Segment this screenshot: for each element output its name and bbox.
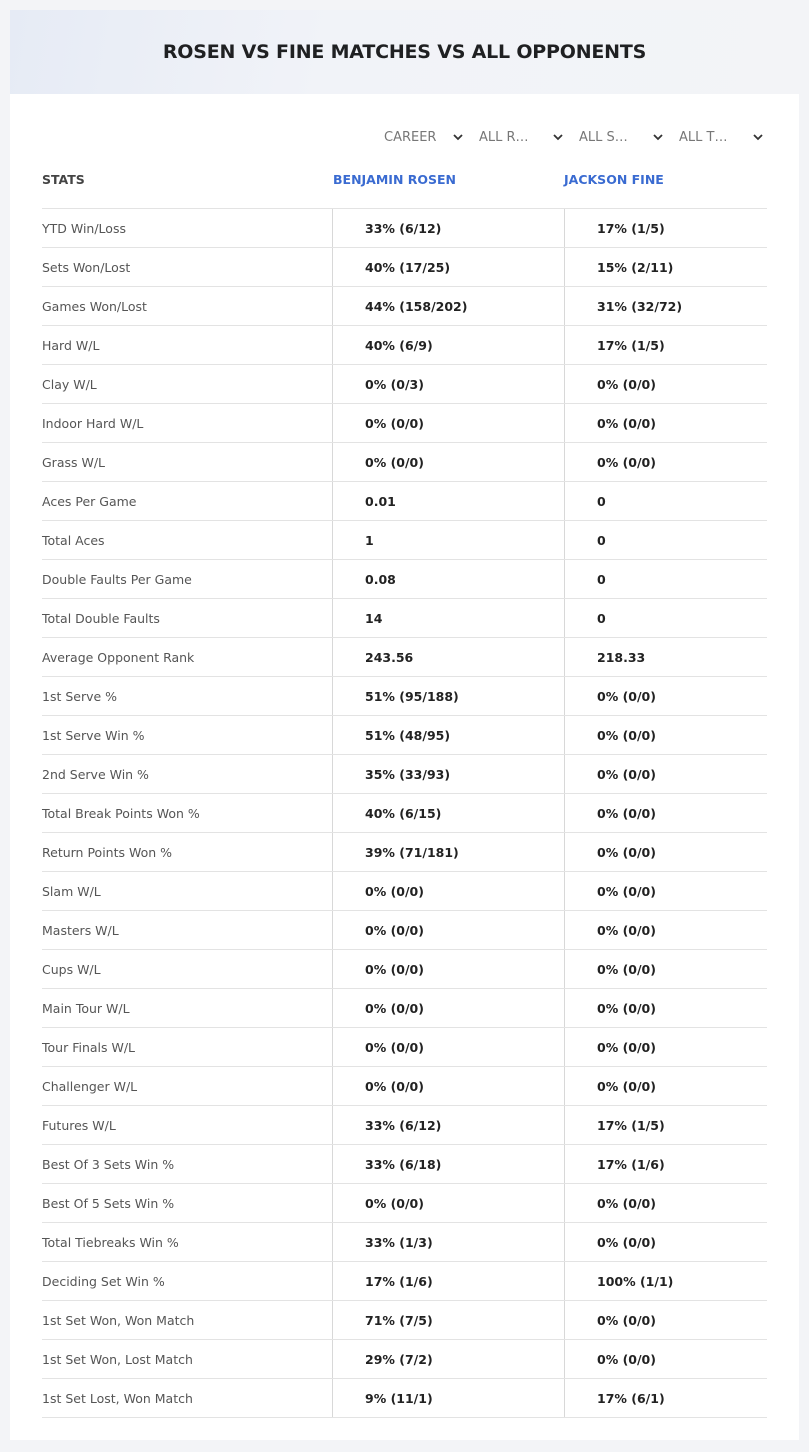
card-header — [10, 10, 799, 94]
table-row — [42, 247, 767, 286]
stat-label: Slam W/L — [42, 883, 101, 899]
stat-label: Total Tiebreaks Win % — [42, 1234, 179, 1250]
table-row — [42, 715, 767, 754]
table-row — [42, 1222, 767, 1261]
table-row — [42, 637, 767, 676]
player1-value: 0% (0/0) — [332, 443, 563, 481]
player2-value: 0% (0/0) — [564, 443, 767, 481]
player1-value: 9% (11/1) — [332, 1379, 563, 1417]
player2-value: 0 — [564, 560, 767, 598]
filter-surface-select[interactable] — [579, 124, 664, 150]
stat-label: 2nd Serve Win % — [42, 766, 149, 782]
stat-label: Total Break Points Won % — [42, 805, 200, 821]
stat-label: Indoor Hard W/L — [42, 415, 144, 431]
player1-value: 44% (158/202) — [332, 287, 563, 325]
table-row — [42, 442, 767, 481]
column-header-player2[interactable]: JACKSON FINE — [564, 172, 664, 187]
player2-value: 0% (0/0) — [564, 1028, 767, 1066]
filter-surface-label: ALL S… — [579, 129, 628, 145]
table-row — [42, 1339, 767, 1378]
table-header — [42, 170, 767, 208]
table-row — [42, 1378, 767, 1418]
table-row — [42, 481, 767, 520]
stats-card — [10, 10, 799, 1440]
player1-value: 71% (7/5) — [332, 1301, 563, 1339]
stat-label: Aces Per Game — [42, 493, 137, 509]
chevron-down-icon — [452, 131, 464, 143]
chevron-down-icon — [752, 131, 764, 143]
player2-value: 17% (1/6) — [564, 1145, 767, 1183]
player1-value: 0% (0/0) — [332, 950, 563, 988]
player1-value: 40% (6/15) — [332, 794, 563, 832]
table-row — [42, 286, 767, 325]
player2-value: 0% (0/0) — [564, 911, 767, 949]
player1-value: 51% (48/95) — [332, 716, 563, 754]
filter-round-select[interactable] — [479, 124, 564, 150]
player2-value: 17% (1/5) — [564, 1106, 767, 1144]
player1-value: 0.01 — [332, 482, 563, 520]
table-row — [42, 871, 767, 910]
stat-label: Best Of 5 Sets Win % — [42, 1195, 175, 1211]
table-row — [42, 559, 767, 598]
filter-tournament-label: ALL T… — [679, 129, 728, 145]
column-header-player1[interactable]: BENJAMIN ROSEN — [333, 172, 457, 187]
player2-value: 0% (0/0) — [564, 872, 767, 910]
chevron-down-icon — [552, 131, 564, 143]
stat-label: Tour Finals W/L — [42, 1039, 136, 1055]
stat-label: Total Aces — [42, 532, 105, 548]
table-row — [42, 1261, 767, 1300]
table-row — [42, 832, 767, 871]
stat-label: Total Double Faults — [42, 610, 160, 626]
player1-value: 0% (0/0) — [332, 989, 563, 1027]
player2-value: 17% (6/1) — [564, 1379, 767, 1417]
column-header-stats: STATS — [42, 172, 85, 187]
player2-value: 0% (0/0) — [564, 1184, 767, 1222]
table-row — [42, 598, 767, 637]
stat-label: Double Faults Per Game — [42, 571, 192, 587]
player2-value: 0% (0/0) — [564, 1301, 767, 1339]
stat-label: YTD Win/Loss — [42, 220, 126, 236]
table-row — [42, 208, 767, 247]
stat-label: Best Of 3 Sets Win % — [42, 1156, 175, 1172]
stat-label: 1st Set Won, Won Match — [42, 1312, 195, 1328]
table-row — [42, 325, 767, 364]
table-row — [42, 793, 767, 832]
player1-value: 0% (0/0) — [332, 1067, 563, 1105]
stat-label: Challenger W/L — [42, 1078, 138, 1094]
stat-label: Sets Won/Lost — [42, 259, 131, 275]
table-row — [42, 949, 767, 988]
player1-value: 33% (6/12) — [332, 209, 563, 247]
stat-label: Masters W/L — [42, 922, 119, 938]
table-row — [42, 910, 767, 949]
table-row — [42, 676, 767, 715]
table-row — [42, 754, 767, 793]
stat-label: 1st Serve % — [42, 688, 118, 704]
player1-value: 40% (17/25) — [332, 248, 563, 286]
filter-round-label: ALL R… — [479, 129, 529, 145]
table-row — [42, 1144, 767, 1183]
stats-table-body — [42, 208, 767, 1418]
stat-label: Average Opponent Rank — [42, 649, 195, 665]
page-title: ROSEN VS FINE MATCHES VS ALL OPPONENTS — [162, 41, 647, 63]
player2-value: 15% (2/11) — [564, 248, 767, 286]
filter-tournament-select[interactable] — [679, 124, 764, 150]
player1-value: 0% (0/3) — [332, 365, 563, 403]
player2-value: 0% (0/0) — [564, 950, 767, 988]
player2-value: 0% (0/0) — [564, 833, 767, 871]
player2-value: 0 — [564, 599, 767, 637]
player2-value: 0% (0/0) — [564, 677, 767, 715]
player1-value: 0% (0/0) — [332, 404, 563, 442]
player2-value: 0 — [564, 521, 767, 559]
player2-value: 0% (0/0) — [564, 1067, 767, 1105]
player1-value: 0% (0/0) — [332, 1028, 563, 1066]
player2-value: 0 — [564, 482, 767, 520]
player1-value: 29% (7/2) — [332, 1340, 563, 1378]
player1-value: 0% (0/0) — [332, 872, 563, 910]
player2-value: 0% (0/0) — [564, 989, 767, 1027]
table-row — [42, 1027, 767, 1066]
stat-label: Clay W/L — [42, 376, 97, 392]
table-row — [42, 988, 767, 1027]
player2-value: 17% (1/5) — [564, 326, 767, 364]
stat-label: Futures W/L — [42, 1117, 116, 1133]
stat-label: Cups W/L — [42, 961, 101, 977]
player2-value: 0% (0/0) — [564, 755, 767, 793]
player2-value: 218.33 — [564, 638, 767, 676]
player1-value: 33% (6/12) — [332, 1106, 563, 1144]
player2-value: 0% (0/0) — [564, 1340, 767, 1378]
player1-value: 1 — [332, 521, 563, 559]
filter-bar — [10, 124, 799, 150]
stat-label: Main Tour W/L — [42, 1000, 130, 1016]
table-row — [42, 364, 767, 403]
player1-value: 33% (1/3) — [332, 1223, 563, 1261]
table-row — [42, 1105, 767, 1144]
filter-period-label: CAREER — [384, 129, 437, 145]
chevron-down-icon — [652, 131, 664, 143]
player1-value: 39% (71/181) — [332, 833, 563, 871]
player2-value: 0% (0/0) — [564, 716, 767, 754]
stat-label: Games Won/Lost — [42, 298, 147, 314]
table-row — [42, 403, 767, 442]
player2-value: 100% (1/1) — [564, 1262, 767, 1300]
player1-value: 35% (33/93) — [332, 755, 563, 793]
stat-label: 1st Serve Win % — [42, 727, 145, 743]
player2-value: 0% (0/0) — [564, 365, 767, 403]
player1-value: 0% (0/0) — [332, 911, 563, 949]
player2-value: 17% (1/5) — [564, 209, 767, 247]
player1-value: 17% (1/6) — [332, 1262, 563, 1300]
stat-label: 1st Set Won, Lost Match — [42, 1351, 193, 1367]
player1-value: 51% (95/188) — [332, 677, 563, 715]
player2-value: 0% (0/0) — [564, 794, 767, 832]
player2-value: 0% (0/0) — [564, 404, 767, 442]
player2-value: 0% (0/0) — [564, 1223, 767, 1261]
table-row — [42, 1183, 767, 1222]
stat-label: Hard W/L — [42, 337, 100, 353]
player1-value: 0.08 — [332, 560, 563, 598]
player1-value: 14 — [332, 599, 563, 637]
filter-period-select[interactable] — [384, 124, 464, 150]
player2-value: 31% (32/72) — [564, 287, 767, 325]
table-row — [42, 1300, 767, 1339]
player1-value: 0% (0/0) — [332, 1184, 563, 1222]
player1-value: 243.56 — [332, 638, 563, 676]
table-row — [42, 520, 767, 559]
stat-label: Deciding Set Win % — [42, 1273, 165, 1289]
stat-label: Grass W/L — [42, 454, 106, 470]
player1-value: 40% (6/9) — [332, 326, 563, 364]
table-row — [42, 1066, 767, 1105]
stat-label: 1st Set Lost, Won Match — [42, 1390, 193, 1406]
stat-label: Return Points Won % — [42, 844, 173, 860]
player1-value: 33% (6/18) — [332, 1145, 563, 1183]
